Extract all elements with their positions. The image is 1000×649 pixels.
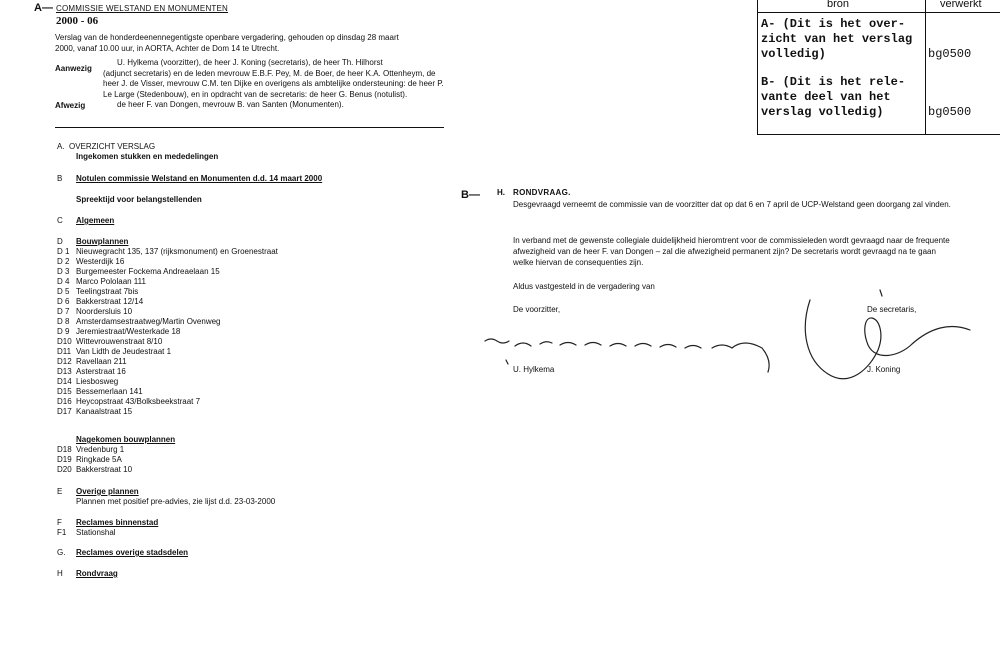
agenda-row-text: Ravellaan 211 (76, 357, 127, 366)
agenda-row (0, 377, 450, 387)
agenda-row (0, 455, 450, 465)
absent-label: Afwezig (55, 101, 86, 110)
agenda-row-code: D16 (57, 397, 72, 406)
agenda-row-code: D12 (57, 357, 72, 366)
agenda (0, 0, 450, 649)
agenda-d-title: Bouwplannen (76, 237, 129, 246)
agenda-letter-h: H (57, 569, 63, 578)
agenda-row-text: Westerdijk 16 (76, 257, 125, 266)
agenda-row (0, 277, 450, 287)
agenda-row-text: Bakkerstraat 10 (76, 465, 133, 474)
agenda-row (0, 307, 450, 317)
agenda-row-text: Wittevrouwenstraat 8/10 (76, 337, 163, 346)
document-number: 2000 - 06 (56, 15, 99, 27)
agenda-row (0, 397, 450, 407)
chair-name: U. Hylkema (513, 365, 555, 374)
agenda-late-title: Nagekomen bouwplannen (76, 435, 176, 444)
agenda-row-code: D13 (57, 367, 72, 376)
closing-statement: Aldus vastgesteld in de vergadering van (513, 282, 655, 291)
agenda-row-code: D15 (57, 387, 72, 396)
agenda-row-code: D 3 (57, 267, 70, 276)
agenda-row-code: D11 (57, 347, 72, 356)
agenda-row-code: D18 (57, 445, 72, 454)
agenda-row-text: Bakkerstraat 12/14 (76, 297, 144, 306)
agenda-e-sub: Plannen met positief pre-advies, zie lijst d.d. 23-03-2000 (76, 497, 276, 506)
agenda-b-title: Notulen commissie Welstand en Monumenten d.d. 14 maart 2000 (76, 174, 323, 183)
agenda-row-code: D 8 (57, 317, 70, 326)
table-row1-code: bg0500 (928, 47, 972, 61)
agenda-row-code: D14 (57, 377, 72, 386)
agenda-row-text: Nieuwegracht 135, 137 (rijksmonument) en Groenestraat (76, 247, 278, 256)
agenda-row (0, 297, 450, 307)
agenda-row (0, 287, 450, 297)
agenda-row (0, 347, 450, 357)
archive-table (757, 0, 1000, 135)
agenda-e-title: Overige plannen (76, 487, 139, 496)
table-row1-line: A- (Dit is het over- (761, 17, 906, 31)
section-marker-a: A— (34, 2, 53, 14)
agenda-f-title: Reclames binnenstad (76, 518, 159, 527)
section-marker-b: B— (461, 189, 480, 201)
agenda-f1-code: F1 (57, 528, 67, 537)
agenda-row-text: Marco Pololaan 111 (76, 277, 146, 286)
agenda-row-text: Amsterdamsestraatweg/Martin Ovenweg (76, 317, 221, 326)
agenda-row-text: Liesbosweg (76, 377, 119, 386)
agenda-a-title: OVERZICHT VERSLAG (69, 142, 156, 151)
agenda-row-code: D 4 (57, 277, 70, 286)
agenda-row-code: D10 (57, 337, 72, 346)
agenda-row (0, 337, 450, 347)
section-h-letter: H. (497, 188, 505, 197)
agenda-b-sub: Spreektijd voor belangstellenden (76, 195, 202, 204)
agenda-h-title: Rondvraag (76, 569, 118, 578)
agenda-letter-a: A. (57, 142, 65, 151)
agenda-row-text: Teelingstraat 7bis (76, 287, 139, 296)
present-line: U. Hylkema (voorzitter), de heer J. Koning (secretaris), de heer Th. Hilhorst (117, 58, 383, 67)
agenda-row-text: Jeremiestraat/Westerkade 18 (76, 327, 181, 336)
present-line: Le Large (Stedenbouw), en in opdracht van de secretaris: de heer G. Benus (notulist). (103, 89, 408, 99)
agenda-letter-c: C (57, 216, 63, 225)
table-row1-text (761, 17, 912, 62)
rondvraag-paragraph-2: In verband met de gewenste collegiale duidelijkheid hieromtrent voor de commissieleden wordt gevraagd naar de frequente afwezigheid van de heer F. van Dongen – zal die afwezigheid permanent zijn? De secretaris wordt gevraagd na te gaan welke hiervan de consequenties zijn. (513, 236, 950, 267)
agenda-row-code: D20 (57, 465, 72, 474)
table-row2-code: bg0500 (928, 105, 972, 119)
agenda-row (0, 387, 450, 397)
agenda-g-title: Reclames overige stadsdelen (76, 548, 189, 557)
agenda-row-text: Bessemerlaan 141 (76, 387, 143, 396)
agenda-row-text: Burgemeester Fockema Andreaelaan 15 (76, 267, 220, 276)
absent-list: de heer F. van Dongen, mevrouw B. van Santen (Monumenten). (117, 100, 344, 109)
table-header-bron: bron (827, 0, 850, 10)
agenda-a-sub: Ingekomen stukken en mededelingen (76, 152, 219, 161)
present-label: Aanwezig (55, 64, 92, 73)
agenda-row-code: D 6 (57, 297, 70, 306)
agenda-row (0, 327, 450, 337)
table-header-verwerkt: verwerkt (940, 0, 982, 10)
agenda-row-code: D 5 (57, 287, 70, 296)
agenda-row-code: D17 (57, 407, 72, 416)
present-line: (adjunct secretaris) en de leden mevrouw E.B.F. Pey, M. de Boer, de heer K.A. Ottenheym, de (103, 68, 436, 78)
agenda-row (0, 257, 450, 267)
table-row1-line: volledig) (761, 47, 826, 61)
present-line: heer J. de Visser, mevrouw C.M. ten Dijke en overigens als ambtelijke ondersteuning: de heer P. (103, 79, 444, 88)
chair-label: De voorzitter, (513, 305, 561, 314)
agenda-row-text: Vredenburg 1 (76, 445, 125, 454)
agenda-letter-b: B (57, 174, 63, 183)
agenda-row (0, 465, 450, 475)
table-row2-line: verslag volledig) (761, 105, 884, 119)
agenda-letter-d: D (57, 237, 63, 246)
rondvraag-paragraph-1: Desgevraagd verneemt de commissie van de voorzitter dat op dat 6 en 7 april de UCP-Welstand geen doorgang zal vinden. (513, 200, 951, 209)
agenda-f1-text: Stationshal (76, 528, 116, 537)
section-h-title: RONDVRAAG. (513, 188, 571, 197)
secretary-label: De secretaris, (867, 305, 917, 314)
agenda-row (0, 317, 450, 327)
intro-paragraph: Verslag van de honderdeenennegentigste openbare vergadering, gehouden op dinsdag 28 maart 2000, vanaf 10.00 uur, in AORTA, Achter de Dom 14 te Utrecht. (55, 33, 399, 53)
secretary-name: J. Koning (867, 365, 901, 374)
table-row2-text (761, 75, 905, 120)
agenda-row (0, 267, 450, 277)
table-row1-line: zicht van het verslag (761, 32, 913, 46)
agenda-row (0, 445, 450, 455)
agenda-row-code: D 7 (57, 307, 70, 316)
agenda-row-code: D19 (57, 455, 72, 464)
agenda-row-text: Heycopstraat 43/Bolksbeekstraat 7 (76, 397, 201, 406)
agenda-row-code: D 9 (57, 327, 70, 336)
document-title: COMMISSIE WELSTAND EN MONUMENTEN (56, 4, 229, 13)
agenda-row (0, 367, 450, 377)
agenda-c-title: Algemeen (76, 216, 115, 225)
agenda-row-code: D 2 (57, 257, 70, 266)
table-row2-line: vante deel van het (761, 90, 891, 104)
agenda-row-text: Asterstraat 16 (76, 367, 126, 376)
agenda-row-text: Noordersluis 10 (76, 307, 133, 316)
agenda-row-text: Ringkade 5A (76, 455, 122, 464)
agenda-row-text: Van Lidth de Jeudestraat 1 (76, 347, 172, 356)
agenda-row-code: D 1 (57, 247, 70, 256)
agenda-row (0, 407, 450, 417)
agenda-letter-f: F (57, 518, 62, 527)
agenda-row (0, 357, 450, 367)
agenda-letter-g: G. (57, 548, 66, 557)
table-row2-line: B- (Dit is het rele- (761, 75, 906, 89)
agenda-letter-e: E (57, 487, 63, 496)
agenda-row (0, 247, 450, 257)
agenda-row-text: Kanaalstraat 15 (76, 407, 133, 416)
